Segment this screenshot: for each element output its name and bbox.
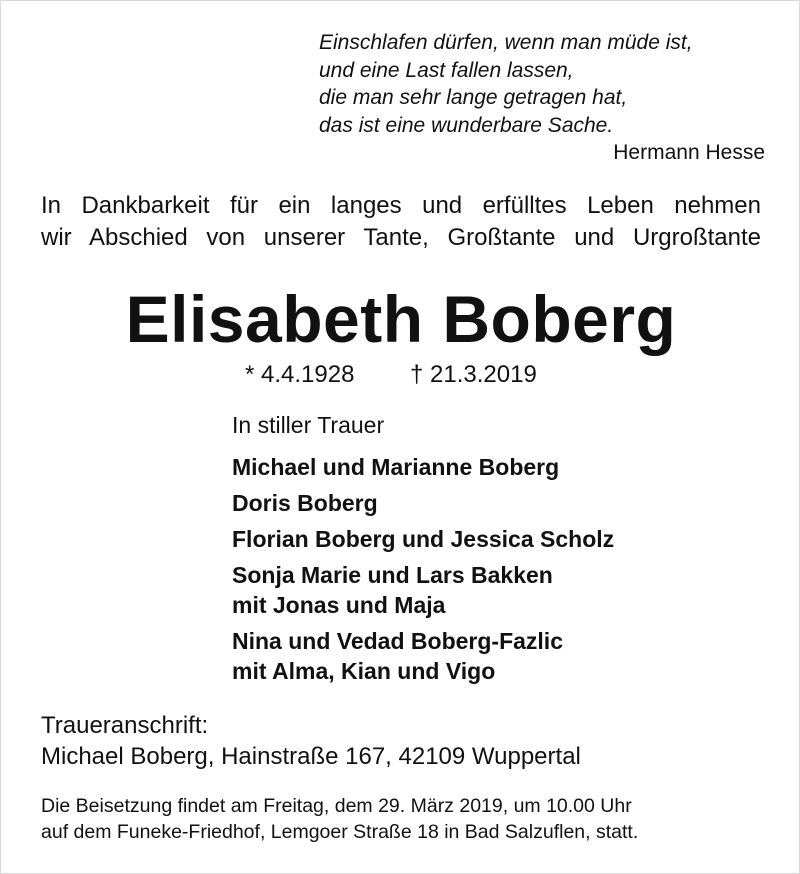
intro-text (41, 190, 761, 254)
poem-quote (319, 29, 765, 166)
mourner-name: Nina und Vedad Boberg-Fazlic (232, 628, 563, 654)
mourning-address (41, 710, 761, 772)
mourners-list (232, 410, 772, 692)
mourner-name: mit Jonas und Maja (232, 592, 446, 618)
death-date: † 21.3.2019 (410, 361, 537, 388)
address-label: Traueranschrift: (41, 712, 209, 739)
mourner-name: Florian Boberg und Jessica Scholz (232, 526, 615, 552)
intro-line: wir Abschied von unserer Tante, Großtante und Urgroßtante (41, 224, 761, 251)
mourner-group (232, 626, 772, 686)
mourner-group (232, 524, 772, 554)
address-value: Michael Boberg, Hainstraße 167, 42109 Wuppertal (41, 743, 581, 770)
quote-line: die man sehr lange getragen hat, (319, 86, 628, 109)
quote-author: Hermann Hesse (613, 141, 765, 164)
birth-date: * 4.4.1928 (245, 361, 355, 388)
quote-line: Einschlafen dürfen, wenn man müde ist, (319, 31, 693, 54)
mourner-name: mit Alma, Kian und Vigo (232, 658, 496, 684)
funeral-line: auf dem Funeke-Friedhof, Lemgoer Straße 18 in Bad Salzuflen, statt. (41, 821, 639, 843)
mourner-group (232, 560, 772, 620)
mourner-name: Sonja Marie und Lars Bakken (232, 562, 553, 588)
funeral-info (41, 793, 761, 845)
mourner-name: Doris Boberg (232, 490, 378, 516)
quote-line: und eine Last fallen lassen, (319, 58, 574, 82)
quote-line: das ist eine wunderbare Sache. (319, 113, 614, 137)
mourner-group (232, 488, 772, 518)
mourners-intro: In stiller Trauer (232, 412, 385, 438)
deceased-name: Elisabeth Boberg (125, 282, 677, 356)
funeral-line: Die Beisetzung findet am Freitag, dem 29. März 2019, um 10.00 Uhr (41, 795, 632, 817)
mourner-group (232, 452, 772, 482)
intro-line: In Dankbarkeit für ein langes und erfülltes Leben nehmen (41, 192, 761, 219)
mourner-name: Michael und Marianne Boberg (232, 454, 560, 480)
